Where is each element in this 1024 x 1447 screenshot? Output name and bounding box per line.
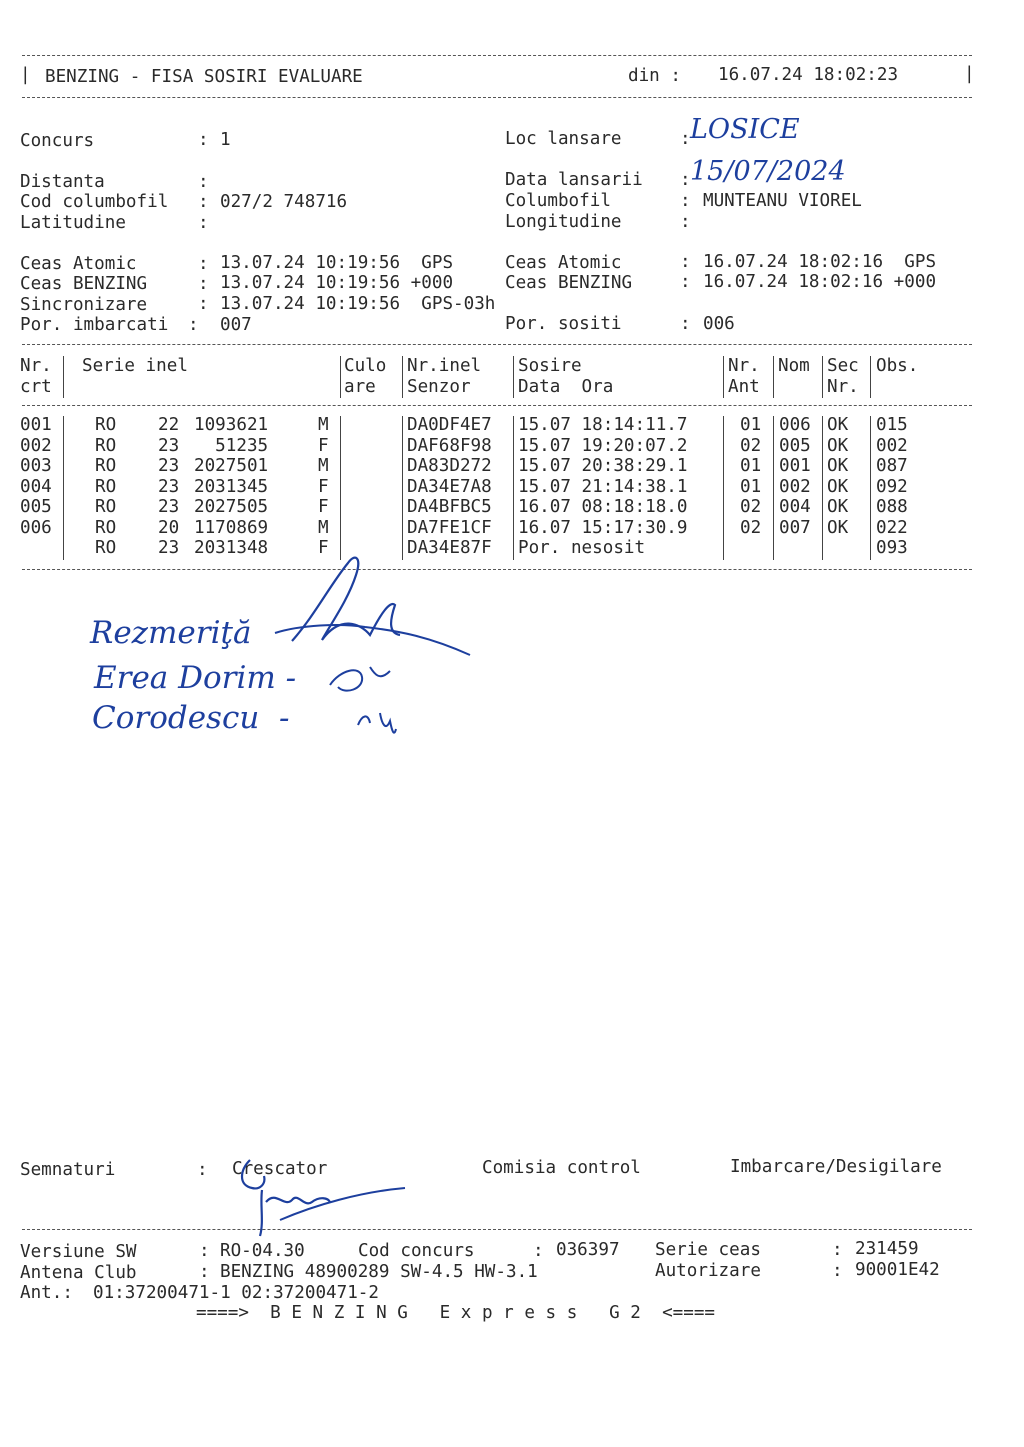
cell-senzor: DAF68F98	[407, 435, 492, 456]
cell-senzor: DA7FE1CF	[407, 517, 492, 538]
col-serie-header: Serie inel	[82, 356, 188, 376]
cell-senzor: DA34E87F	[407, 538, 492, 558]
autorizare-label: Autorizare	[655, 1261, 761, 1281]
serie-ceas-label: Serie ceas	[655, 1240, 761, 1260]
cell-tara: RO	[95, 517, 117, 538]
data-lansarii-colon: :	[680, 170, 691, 190]
cell-sex: F	[318, 497, 329, 517]
cell-ant: 01	[740, 415, 762, 435]
table-top-rule	[22, 344, 972, 345]
concurs-value: 1	[220, 130, 231, 150]
report-title: BENZING - FISA SOSIRI EVALUARE	[45, 67, 363, 87]
col-culoare-header-2: are	[344, 377, 376, 397]
cell-an: 23	[158, 476, 180, 497]
latitudine-colon: :	[198, 213, 209, 233]
col-ant-header-2: Ant	[728, 377, 760, 397]
cell-sosire: 15.07 19:20:07.2	[518, 435, 688, 456]
ceas-benzing-end: 16.07.24 18:02:16 +000	[703, 272, 937, 292]
cell-sex: F	[318, 435, 329, 456]
ceas-atomic-colon-right: :	[680, 252, 691, 272]
col-inel-header: Nr.inel	[407, 356, 482, 376]
cell-an: 20	[158, 517, 180, 538]
col-sosire-header: Sosire	[518, 356, 582, 376]
versiune-colon: :	[199, 1241, 210, 1261]
por-imbarcati-value: 007	[220, 315, 252, 335]
por-imbarcati-colon: :	[188, 315, 199, 335]
antena-value: BENZING 48900289 SW-4.5 HW-3.1	[220, 1262, 538, 1282]
table-divider	[822, 356, 823, 398]
cell-obs: 088	[876, 497, 908, 517]
cell-nom: 007	[779, 517, 811, 538]
ceas-benzing-label: Ceas BENZING	[20, 274, 148, 294]
top-rule	[22, 55, 972, 56]
cell-serie: 2027501	[194, 456, 269, 476]
data-lansarii-value: 15/07/2024	[690, 156, 846, 187]
cell-serie: 2027505	[194, 497, 269, 517]
cell-nom: 002	[779, 476, 811, 497]
cell-senzor: DA83D272	[407, 456, 492, 476]
imbarcare-label: Imbarcare/Desigilare	[730, 1157, 942, 1177]
table-divider	[723, 356, 724, 398]
col-obs-header: Obs.	[876, 356, 919, 376]
ceas-benzing-start: 13.07.24 10:19:56 +000	[220, 273, 454, 293]
cell-ant: 02	[740, 497, 762, 517]
por-sositi-label: Por. sositi	[505, 314, 622, 334]
cell-serie: 2031348	[194, 538, 269, 558]
signature-crescator	[220, 1150, 420, 1240]
col-sosire-header-2: Data Ora	[518, 377, 614, 397]
cell-sosire: 15.07 18:14:11.7	[518, 415, 688, 435]
cell-ant: 02	[740, 517, 762, 538]
cod-columbofil-colon: :	[198, 192, 209, 212]
report-date: 16.07.24 18:02:23	[718, 65, 899, 85]
col-ant-header: Nr.	[728, 356, 760, 376]
table-divider	[340, 416, 341, 560]
table-divider	[723, 416, 724, 560]
longitudine-label: Longitudine	[505, 212, 622, 232]
cell-nom: 001	[779, 456, 811, 476]
sincronizare-value: 13.07.24 10:19:56 GPS-03h	[220, 294, 496, 314]
cell-nr: 001	[20, 415, 52, 435]
col-sec-header-2: Nr.	[827, 377, 859, 397]
longitudine-colon: :	[680, 212, 691, 232]
table-divider	[773, 416, 774, 560]
antena-label: Antena Club	[20, 1263, 137, 1283]
cell-serie: 51235	[194, 435, 269, 456]
cod-concurs-label: Cod concurs	[358, 1241, 475, 1261]
autorizare-value: 90001E42	[855, 1260, 940, 1280]
ceas-benzing-label-right: Ceas BENZING	[505, 273, 633, 293]
cell-sec: OK	[827, 415, 849, 435]
loc-lansare-colon: :	[680, 129, 691, 149]
sincronizare-label: Sincronizare	[20, 295, 148, 315]
antena-colon: :	[199, 1262, 210, 1282]
table-divider	[402, 416, 403, 560]
cell-obs: 087	[876, 456, 908, 476]
cell-ant: 02	[740, 435, 762, 456]
semnaturi-label: Semnaturi	[20, 1160, 116, 1180]
cell-sosire: Por. nesosit	[518, 538, 646, 558]
table-divider	[402, 356, 403, 398]
distanta-label: Distanta	[20, 172, 105, 192]
comisia-label: Comisia control	[482, 1158, 641, 1178]
ceas-atomic-end: 16.07.24 18:02:16 GPS	[703, 252, 937, 272]
cell-tara: RO	[95, 476, 117, 497]
cell-nr: 006	[20, 517, 52, 538]
header-rule	[22, 97, 972, 98]
cell-sec: OK	[827, 476, 849, 497]
ceas-atomic-start: 13.07.24 10:19:56 GPS	[220, 253, 454, 273]
col-nom-header: Nom	[778, 356, 810, 376]
serie-ceas-value: 231459	[855, 1239, 919, 1259]
ceas-atomic-label: Ceas Atomic	[20, 254, 137, 274]
cell-ant: 01	[740, 476, 762, 497]
cell-an: 23	[158, 435, 180, 456]
serie-ceas-colon: :	[832, 1240, 843, 1260]
cell-obs: 002	[876, 435, 908, 456]
versiune-label: Versiune SW	[20, 1242, 137, 1262]
cell-sex: M	[318, 456, 329, 476]
cell-ant: 01	[740, 456, 762, 476]
antene-value: 01:37200471-1 02:37200471-2	[93, 1283, 379, 1303]
col-culoare-header: Culo	[344, 356, 387, 376]
benzing-banner: ====> B E N Z I N G E x p r e s s G 2 <====	[196, 1303, 716, 1323]
loc-lansare-label: Loc lansare	[505, 129, 622, 149]
cell-an: 23	[158, 456, 180, 476]
antene-label: Ant.:	[20, 1283, 73, 1303]
columbofil-label: Columbofil	[505, 191, 611, 211]
cell-an: 23	[158, 538, 180, 558]
loc-lansare-value: LOSICE	[690, 114, 800, 145]
table-divider	[870, 416, 871, 560]
cell-sex: M	[318, 517, 329, 538]
cell-serie: 1093621	[194, 415, 269, 435]
cell-sec: OK	[827, 435, 849, 456]
crescator-label: Crescator	[232, 1159, 328, 1179]
cell-nr: 005	[20, 497, 52, 517]
cell-tara: RO	[95, 415, 117, 435]
cell-nom: 005	[779, 435, 811, 456]
cell-nr: 003	[20, 456, 52, 476]
cell-an: 22	[158, 415, 180, 435]
footer-rule	[22, 1229, 972, 1230]
cell-nr: 004	[20, 476, 52, 497]
table-divider	[822, 416, 823, 560]
table-divider	[513, 356, 514, 398]
table-header-rule	[22, 405, 972, 406]
table-divider	[63, 416, 64, 560]
table-divider	[340, 356, 341, 398]
handwritten-name-1: Rezmeriţă	[90, 615, 252, 651]
cell-senzor: DA0DF4E7	[407, 415, 492, 435]
latitudine-label: Latitudine	[20, 213, 126, 233]
table-divider	[63, 356, 64, 398]
header-right-bar: |	[964, 64, 975, 84]
cell-tara: RO	[95, 435, 117, 456]
cell-sex: F	[318, 538, 329, 558]
handwritten-name-3: Corodescu -	[92, 700, 290, 736]
ceas-benzing-colon: :	[198, 274, 209, 294]
cell-sosire: 16.07 15:17:30.9	[518, 517, 688, 538]
table-divider	[870, 356, 871, 398]
col-nr-header-2: crt	[20, 377, 52, 397]
cell-tara: RO	[95, 456, 117, 476]
cell-serie: 1170869	[194, 517, 269, 538]
por-sositi-value: 006	[703, 314, 735, 334]
cell-tara: RO	[95, 497, 117, 517]
por-sositi-colon: :	[680, 314, 691, 334]
cell-tara: RO	[95, 538, 117, 558]
cod-columbofil-value: 027/2 748716	[220, 192, 348, 212]
signature-commission	[230, 545, 490, 745]
por-imbarcati-label: Por. imbarcati	[20, 315, 169, 335]
concurs-label: Concurs	[20, 131, 95, 151]
col-sec-header: Sec	[827, 356, 859, 376]
cell-nom: 004	[779, 497, 811, 517]
columbofil-colon: :	[680, 191, 691, 211]
cell-sec: OK	[827, 456, 849, 476]
table-divider	[513, 416, 514, 560]
table-divider	[773, 356, 774, 398]
handwritten-name-2: Erea Dorim -	[94, 660, 297, 696]
table-bottom-rule	[22, 569, 972, 570]
cell-senzor: DA34E7A8	[407, 476, 492, 497]
ceas-atomic-label-right: Ceas Atomic	[505, 253, 622, 273]
versiune-value: RO-04.30	[220, 1241, 305, 1261]
col-inel-header-2: Senzor	[407, 377, 471, 397]
cell-obs: 093	[876, 538, 908, 558]
cell-an: 23	[158, 497, 180, 517]
cell-sosire: 15.07 21:14:38.1	[518, 476, 688, 497]
header-left-bar: |	[20, 65, 31, 85]
columbofil-value: MUNTEANU VIOREL	[703, 191, 862, 211]
ceas-atomic-colon: :	[198, 254, 209, 274]
cell-sosire: 16.07 08:18:18.0	[518, 497, 688, 517]
cell-obs: 015	[876, 415, 908, 435]
semnaturi-colon: :	[197, 1160, 208, 1180]
cod-columbofil-label: Cod columbofil	[20, 192, 169, 212]
cell-nom: 006	[779, 415, 811, 435]
concurs-colon: :	[198, 130, 209, 150]
cell-sosire: 15.07 20:38:29.1	[518, 456, 688, 476]
cell-sec: OK	[827, 517, 849, 538]
ceas-benzing-colon-right: :	[680, 272, 691, 292]
distanta-colon: :	[198, 172, 209, 192]
cell-sex: F	[318, 476, 329, 497]
sincronizare-colon: :	[198, 294, 209, 314]
cell-obs: 022	[876, 517, 908, 538]
cell-serie: 2031345	[194, 476, 269, 497]
cod-concurs-value: 036397	[556, 1240, 620, 1260]
cod-concurs-colon: :	[533, 1241, 544, 1261]
cell-sex: M	[318, 415, 329, 435]
col-nr-header: Nr.	[20, 356, 52, 376]
cell-nr: 002	[20, 435, 52, 456]
autorizare-colon: :	[832, 1261, 843, 1281]
cell-obs: 092	[876, 476, 908, 497]
data-lansarii-label: Data lansarii	[505, 170, 643, 190]
cell-senzor: DA4BFBC5	[407, 497, 492, 517]
report-date-label: din :	[628, 66, 681, 86]
cell-sec: OK	[827, 497, 849, 517]
